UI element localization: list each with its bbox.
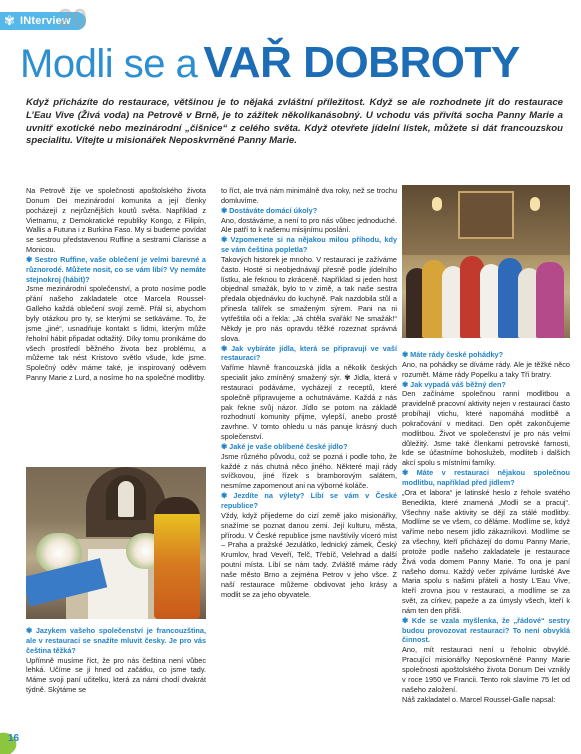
intro-paragraph: Když přicházíte do restaurace, většinou je to nějaká zvláštní příležitost. Když se ale rozhodnete jít do restaurace L’Eau Vive (Živá voda) na Petrově v Brně, je to zážitek několikanásobný. U vchodu vás přivítá socha Panny Marie a uvnitř exotické nebo mezinárodní „čišnice“ z celého světa. Když otevřete jídelní lístek, můžete si dát francouzskou specialitu. Vítejte u misionářek Neposkvrněné Panny Marie. xyxy=(26,97,563,147)
interview-question: ✾ Jaké je vaše oblíbené české jídlo? xyxy=(221,442,397,452)
interview-question: ✾ Vzpomenete si na nějakou milou příhodu, kdy se vám čeština popletla? xyxy=(221,235,397,255)
interview-answer: Jsme mezinárodní společenství, a proto nosíme podle přání našeho zakladatele otce Marcela Roussel-Galleho každá oblečení svojí země. Přál si, abychom byly otázkou pro ty, se kterými se setkáváme. To, že jsme „jiné“, usnadňuje kontakt s lidmi, kterým může řeholní hábit připadat odtažitý. Díky tomu pronikáme do všech prostředí běžného života bez problému, a můžeme tak nést Kristovo světlo všude, kde jsme. Společný oděv máme také, je inspirovaný oděvem Panny Marie z Lurd, a nosíme ho na společné modlitby. xyxy=(26,284,206,383)
photo-painting xyxy=(458,191,514,239)
interview-answer: Náš zakladatel o. Marcel Roussel-Galle napsal: xyxy=(402,694,556,704)
interview-question: ✾ Jazykem vašeho společenství je francouzština, ale v restauraci se snažíte mluvit česky. Je pro vás čeština těžká? xyxy=(26,626,206,656)
page-number: 16 xyxy=(8,733,20,744)
column-2 xyxy=(221,186,397,599)
photo-person xyxy=(536,262,564,338)
interview-answer: Na Petrově žije ve společnosti apoštolského života Donum Dei mezinárodní komunita a její členky pocházejí z nejrůznějších koutů světa. Například z Vietnamu, z Demokratické republiky Kongo, z Filipín, Wallis a Futuna i z Burkina Faso. My si budeme povídat se sestrou představenou Ruffine a sestrami Clarisse a Monicou. xyxy=(26,186,206,255)
interview-answer: Ano, dostáváme, a není to pro nás vůbec jednoduché. Ale patří to k našemu misijnímu poslání. xyxy=(221,215,397,235)
column-3 xyxy=(402,350,570,704)
interview-answer: Vaříme hlavně francouzská jídla a několik českých specialit jako zmíněný smažený sýr. ✾ Jídla, která v restauraci podáváme, vycházejí z receptů, které společně připravujeme a ochutnáváme. Každá z nás pak řekne svůj názor. Jídlo se potom na základě rozhodnutí komunity přijme, vylepší, anebo prostě zavrhne. V tomto ohledu u nás panuje krásný duch společenství. xyxy=(221,363,397,442)
interview-answer: Jsme různého původu, což se pozná i podle toho, že každé z nás chutná něco jiného. Některé mají rády svíčkovou, jiné řízek s bramborovým salátem, nesmíme zapomenout ani na výborné koláče. xyxy=(221,451,397,491)
interview-answer: Upřímně musíme říct, že pro nás čeština není vůbec lehká. Učíme se ji hned od začátku, co jsme tady. Máme svoji paní učitelku, která za námi chodí dvakrát týdně. Skýtáme se xyxy=(26,655,206,695)
interview-answer: Vždy, když přijedeme do cizí země jako misionářky, snažíme se poznat danou zemi. Její kulturu, města, přírodu. V České republice jsme navštívily víceró míst – Praha a pražské Jezulátko, lednický zámek, Český Krumlov, hrad Veveří, Telč, Třebíč, Velehrad a další poutní místa. Líbí se nám tady. Zvláště máme rády naše město Brno a zejména Petrov v jeho všce. Z naší restaurace můžeme obdivovat jeho krásy a modlit se za jeho obyvatele. xyxy=(221,510,397,599)
interview-answer: „Ora et labora“ je latinské heslo z řehole svatého Benedikta, které znamená „Modli se a pracuj“. Všechny naše aktivity se dějí za stálé modlitby. Modlíme se ve všem, co děláme. Modlíme se, když vaříme nebo nesem jídlo zákazníkovi. Modlíme se za všechny, kteří přicházejí do domu Panny Marie, protože podle našeho zakladatele je restaurace Živá voda domem Panny Marie. To ona je paní našeho domu. Každý večer zpíváme lurdské Ave Maria spolu s našimi přáteli a hosty L’Eau Vive, kteří zrovna jsou v restauraci, a modlíme se za svět, za církev, papeže a za úmysly všech, kteří k nám ten den přišli. xyxy=(402,487,570,615)
interview-answer: Den začínáme společnou ranní modlitbou a pravidelně pracovní aktivity nejen v restauraci často probíhají vtichu, které napomáhá modlitbě a pokračování v meditaci. Den opět zakončujeme modlitbou. Život ve společenství je pro nás velmi důležitý. Jsme také členkami petrovské farnosti, kde se účastníme bohoslužeb, modliteb i dalších akcí spolu s místními farníky. xyxy=(402,389,570,468)
photo-altar xyxy=(26,467,206,619)
interview-question: ✾ Jak vypadá váš běžný den? xyxy=(402,380,570,390)
interview-question: ✾ Dostáváte domácí úkoly? xyxy=(221,206,397,216)
column-1 xyxy=(26,186,206,383)
photo-lamp-right xyxy=(530,197,540,211)
interview-question: ✾ Sestro Ruffine, vaše oblečení je velmi barevné a různorodé. Můžete nosit, co se vám líbí? Vy nemáte stejnokroj (hábit)? xyxy=(26,255,206,285)
page-title xyxy=(20,38,580,90)
photo-people xyxy=(406,245,566,338)
photo-statue xyxy=(118,481,134,517)
issue-number-shadow: 20 xyxy=(58,3,87,33)
photo-woman xyxy=(154,497,200,619)
interview-question: ✾ Jezdíte na výlety? Líbí se vám v České republice? xyxy=(221,491,397,511)
flower-icon: ✾ xyxy=(4,13,15,28)
interview-answer: Takových historek je mnoho. V restauraci je zažíváme často. Hosté si neobjednávají přesně podle jídelního lístku, ale řeknou to zkráceně. Například si jeden host objednal smažák, bylo to v zimě, a tak naše sestra předala objednávku do kuchyně. Pak nazdobila stůl a přinesla talířek se smaženým sýrem. Pani na ni vytřeštila oči a řekla: „Já chtěla svařák! Ne smažák!“ Někdy je pro nás opravdu těžké rozeznat správná slova. xyxy=(221,254,397,343)
interview-answer: Ano, mít restauraci není u řeholnic obvyklé. Pracující misionářky Neposkvrněné Panny Marie společnosti apoštolského života Donum Dei vznikly v roce 1950 ve Francii. Tento rok slavíme 75 let od našeho založení. xyxy=(402,645,570,694)
photo-lamp-left xyxy=(432,197,442,211)
title-bold: VAŘ DOBROTY xyxy=(203,38,520,87)
interview-answer: Ano, na pohádky se díváme rády. Ale je těžké něco rozumět. Máme rády Popelku a taky Tři bratry. xyxy=(402,359,570,379)
interview-answer: to říct, ale trvá nám minimálně dva roky, než se trochu domluvíme. xyxy=(221,186,397,205)
interview-question: ✾ Máte rády české pohádky? xyxy=(402,350,570,360)
column-1-bottom xyxy=(26,626,206,695)
title-light: Modli se a xyxy=(20,42,198,86)
interview-question: ✾ Máte v restauraci nějakou společnou modlitbu, například před jídlem? xyxy=(402,468,570,488)
section-tag-label: INterview xyxy=(20,15,71,27)
photo-sisters-group xyxy=(402,185,570,338)
interview-question: ✾ Jak vybíráte jídla, která se připravují ve vaší restauraci? xyxy=(221,344,397,364)
interview-question: ✾ Kde se vzala myšlenka, že „řádové“ sestry budou provozovat restauraci? To není obvyklá činnost. xyxy=(402,616,570,646)
